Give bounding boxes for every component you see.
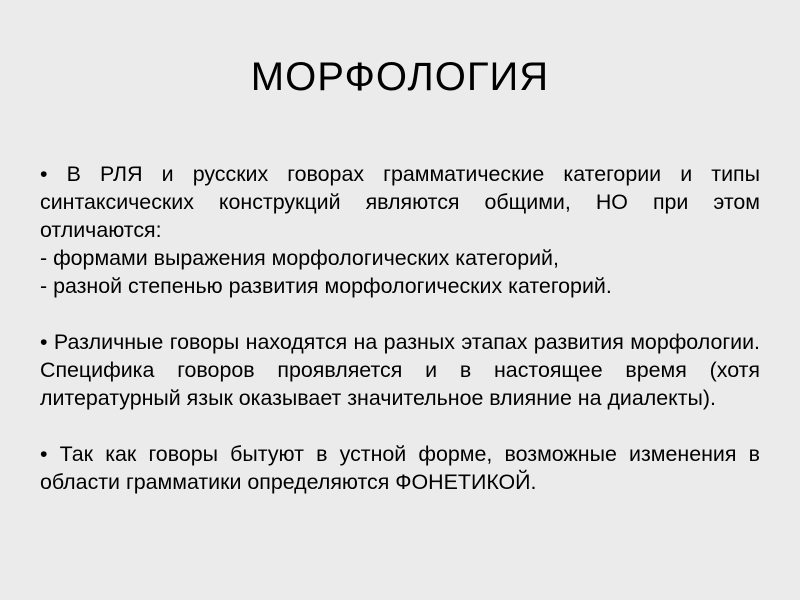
slide-title: МОРФОЛОГИЯ	[250, 55, 550, 99]
bullet-1-sub-1: - формами выражения морфологических категорий,	[40, 246, 559, 270]
bullet-3-text: • Так как говоры бытуют в устной форме, возможные изменения в области грамматики определяются ФОНЕТИКОЙ.	[40, 442, 760, 494]
slide-body	[40, 160, 760, 496]
spacer	[40, 300, 760, 328]
spacer	[40, 412, 760, 440]
bullet-1-text: • В РЛЯ и русских говорах грамматические категории и типы синтаксических конструкций являются общими, НО при этом отличаются:	[40, 162, 760, 242]
bullet-1-sub-2: - разной степенью развития морфологических категорий.	[40, 274, 612, 298]
bullet-2-text: • Различные говоры находятся на разных этапах развития морфологии. Специфика говоров проявляется и в настоящее время (хотя литературный язык оказывает значительное влияние на диалекты).	[40, 330, 760, 410]
